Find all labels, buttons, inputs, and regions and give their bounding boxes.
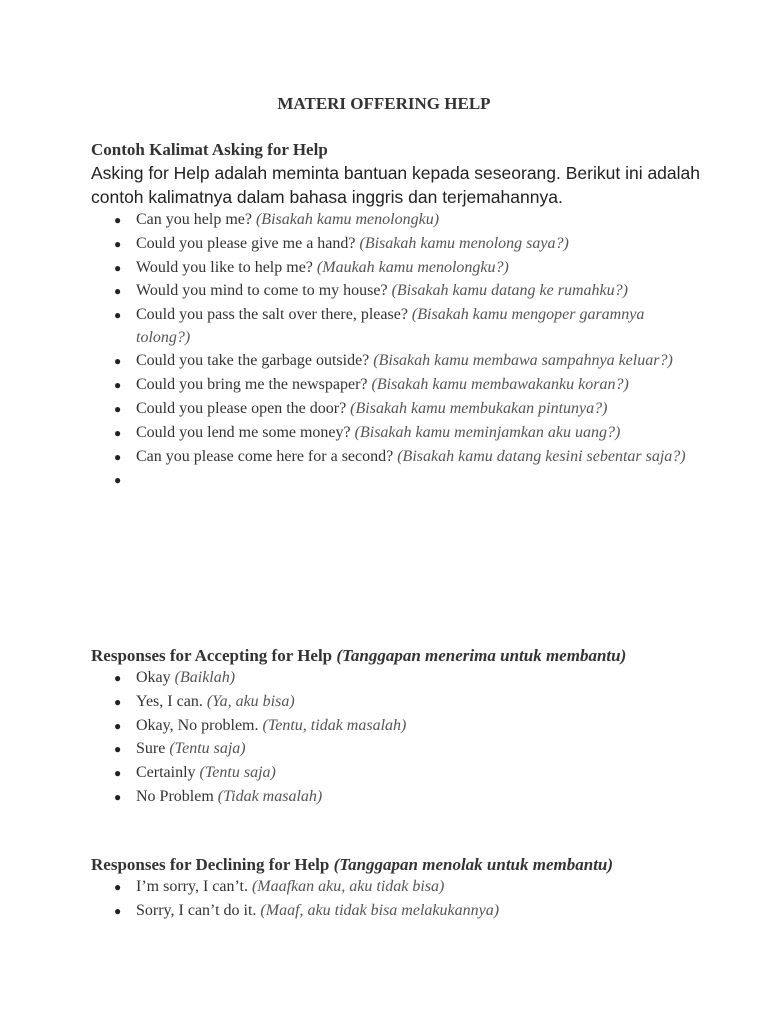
list-item bbox=[91, 446, 701, 469]
phrase-english: Could you lend me some money? bbox=[136, 423, 355, 441]
phrase-english: Yes, I can. bbox=[136, 692, 207, 710]
bullet-icon: ● bbox=[114, 213, 122, 227]
list-item bbox=[91, 691, 701, 714]
bullet-icon: ● bbox=[114, 308, 122, 323]
section-asking-for-help bbox=[91, 138, 701, 493]
bullet-icon: ● bbox=[114, 402, 122, 417]
list-item bbox=[91, 398, 701, 421]
phrase-translation: (Bisakah kamu membawakanku koran?) bbox=[371, 376, 629, 394]
bullet-icon: ● bbox=[114, 718, 122, 733]
phrase-english: Can you please come here for a second? bbox=[136, 447, 398, 465]
phrase-translation: (Bisakah kamu meminjamkan aku uang?) bbox=[354, 423, 621, 441]
heading-translation: (Tanggapan menerima untuk membantu) bbox=[336, 646, 627, 665]
declining-help-list bbox=[91, 876, 701, 922]
bullet-icon: ● bbox=[114, 789, 122, 804]
section-heading bbox=[91, 644, 701, 667]
bullet-icon: ● bbox=[114, 260, 122, 275]
list-item bbox=[91, 350, 701, 373]
phrase-english: Okay, No problem. bbox=[136, 716, 263, 734]
phrase-english: Sorry, I can’t do it. bbox=[136, 901, 261, 919]
bullet-icon: ● bbox=[114, 425, 122, 440]
bullet-icon: ● bbox=[114, 449, 122, 464]
asking-help-list bbox=[91, 209, 701, 492]
phrase-english: Could you pass the salt over there, please? bbox=[136, 306, 412, 324]
phrase-english: Could you please open the door? bbox=[136, 400, 351, 418]
list-item-empty bbox=[91, 469, 701, 492]
list-item bbox=[91, 304, 701, 349]
phrase-translation: (Maafkan aku, aku tidak bisa) bbox=[251, 878, 445, 895]
phrase-translation: (Tidak masalah) bbox=[217, 787, 323, 805]
list-item bbox=[91, 280, 701, 303]
bullet-icon: ● bbox=[114, 236, 122, 251]
phrase-translation: (Bisakah kamu datang ke rumahku?) bbox=[391, 282, 628, 300]
list-item bbox=[91, 715, 701, 738]
phrase-translation: (Tentu saja) bbox=[199, 764, 276, 782]
phrase-translation: (Maaf, aku tidak bisa melakukannya) bbox=[260, 901, 500, 919]
phrase-english: Could you bring me the newspaper? bbox=[136, 376, 372, 394]
phrase-english: Could you take the garbage outside? bbox=[136, 352, 374, 370]
phrase-english: Would you like to help me? bbox=[136, 258, 317, 276]
list-item bbox=[91, 786, 701, 809]
bullet-icon: ● bbox=[114, 694, 122, 709]
section-intro: Asking for Help adalah meminta bantuan kepada seseorang. Berikut ini adalah contoh kalimatnya dalam bahasa inggris dan terjemahannya. bbox=[91, 163, 700, 207]
list-item bbox=[91, 374, 701, 397]
list-item bbox=[91, 209, 701, 232]
section-declining-help bbox=[91, 853, 701, 924]
phrase-english: Would you mind to come to my house? bbox=[136, 282, 392, 300]
heading-translation: (Tanggapan menolak untuk membantu) bbox=[333, 855, 614, 874]
heading-text: Responses for Declining for Help bbox=[91, 855, 334, 874]
section-heading bbox=[91, 853, 701, 876]
list-item bbox=[91, 876, 701, 899]
bullet-icon: ● bbox=[114, 284, 122, 299]
phrase-english: Could you please give me a hand? bbox=[136, 234, 360, 252]
section-accepting-help bbox=[91, 644, 701, 810]
section-heading: Contoh Kalimat Asking for Help bbox=[91, 140, 328, 159]
phrase-english: Can you help me? bbox=[136, 211, 256, 228]
phrase-translation: (Bisakah kamu menolong saya?) bbox=[359, 234, 569, 252]
list-item bbox=[91, 233, 701, 256]
phrase-translation: (Baiklah) bbox=[174, 669, 236, 686]
phrase-translation: (Bisakah kamu menolongku) bbox=[255, 211, 440, 228]
phrase-translation: (Tentu, tidak masalah) bbox=[262, 716, 407, 734]
heading-text: Responses for Accepting for Help bbox=[91, 646, 337, 665]
list-item bbox=[91, 667, 701, 690]
phrase-english: No Problem bbox=[136, 787, 218, 805]
bullet-icon: ● bbox=[114, 671, 122, 685]
list-item bbox=[91, 762, 701, 785]
phrase-translation: (Maukah kamu menolongku?) bbox=[316, 258, 509, 276]
phrase-english: I’m sorry, I can’t. bbox=[136, 878, 252, 895]
phrase-translation: (Ya, aku bisa) bbox=[206, 692, 295, 710]
phrase-translation: (Bisakah kamu membawa sampahnya keluar?) bbox=[373, 352, 673, 370]
phrase-english: Okay bbox=[136, 669, 175, 686]
bullet-icon: ● bbox=[114, 742, 122, 757]
list-item bbox=[91, 738, 701, 761]
bullet-icon: ● bbox=[114, 473, 122, 488]
bullet-icon: ● bbox=[114, 378, 122, 393]
bullet-icon: ● bbox=[114, 903, 122, 918]
phrase-translation: (Tentu saja) bbox=[169, 740, 246, 758]
phrase-english: Sure bbox=[136, 740, 170, 758]
phrase-english: Certainly bbox=[136, 764, 200, 782]
phrase-translation: (Bisakah kamu mengoper garamnya tolong?) bbox=[136, 306, 645, 346]
list-item bbox=[91, 422, 701, 445]
bullet-icon: ● bbox=[114, 766, 122, 781]
list-item bbox=[91, 257, 701, 280]
list-item bbox=[91, 900, 701, 923]
bullet-icon: ● bbox=[114, 354, 122, 369]
accepting-help-list bbox=[91, 667, 701, 808]
phrase-translation: (Bisakah kamu membukakan pintunya?) bbox=[350, 400, 608, 418]
document-title: MATERI OFFERING HELP bbox=[277, 94, 491, 113]
phrase-translation: (Bisakah kamu datang kesini sebentar saja?) bbox=[397, 447, 686, 465]
bullet-icon: ● bbox=[114, 880, 122, 894]
